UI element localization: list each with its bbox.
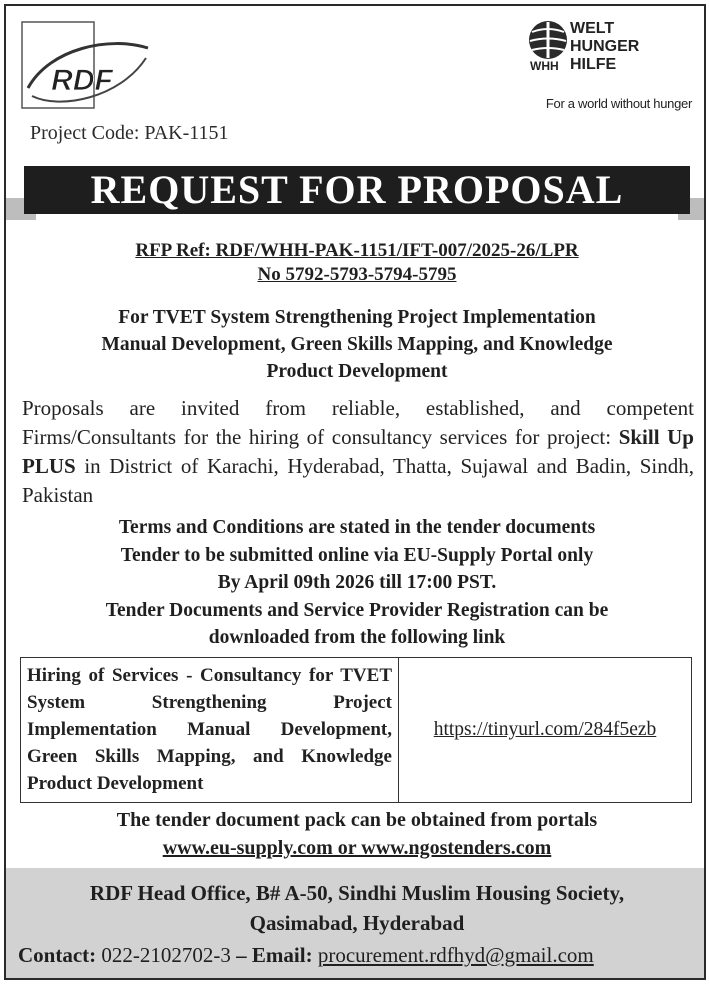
terms-line5: downloaded from the following link <box>208 627 506 648</box>
subject-line3: Product Development <box>266 361 448 382</box>
contact-label: Contact: <box>18 943 97 967</box>
rdf-logo-text: RDF <box>51 64 113 97</box>
rfp-ref-line1: RFP Ref: RDF/WHH-PAK-1151/IFT-007/2025-26/LPR <box>135 240 579 261</box>
contact-line <box>18 942 698 968</box>
terms-line4: Tender Documents and Service Provider Registration can be <box>105 599 609 621</box>
download-link-table <box>20 657 692 803</box>
rfp-subject <box>6 304 706 385</box>
service-description-cell: Hiring of Services - Consultancy for TVET System Strengthening Project Implementation Manual Development, Green Skills Mapping, and Knowledge Product Development <box>21 658 399 802</box>
globe-icon <box>529 21 567 59</box>
portals-block <box>6 806 706 862</box>
link-cell <box>399 658 691 802</box>
whh-line2: HUNGER <box>570 38 640 55</box>
intro-paragraph <box>22 394 694 510</box>
whh-line1: WELT <box>570 20 615 37</box>
address-line2: Qasimabad, Hyderabad <box>249 911 465 935</box>
subject-line1: For TVET System Strengthening Project Implementation <box>118 307 596 328</box>
whh-abbrev: WHH <box>530 59 559 73</box>
whh-line3: HILFE <box>570 56 617 73</box>
rfp-reference <box>6 239 706 287</box>
contact-separator: – <box>236 943 247 967</box>
rfp-ref-line2: No 5792-5793-5794-5795 <box>257 264 457 285</box>
portal-links[interactable]: www.eu-supply.com or www.ngostenders.com <box>162 837 552 859</box>
email-label: Email: <box>251 943 313 967</box>
terms-line3: By April 09th 2026 till 17:00 PST. <box>217 572 497 593</box>
terms-block <box>6 514 706 652</box>
office-address <box>6 878 706 938</box>
intro-text-2: in District of Karachi, Hyderabad, Thatta, Sujawal and Badin, Sindh, Pakistan <box>22 454 694 507</box>
contact-phone: 022-2102702-3 <box>101 943 231 967</box>
project-name: Skill Up PLUS <box>22 425 694 478</box>
project-code: Project Code: PAK-1151 <box>30 122 229 144</box>
terms-line2: Tender to be submitted online via EU-Supply Portal only <box>120 544 594 566</box>
page-title: REQUEST FOR PROPOSAL <box>24 166 690 214</box>
rfp-advertisement <box>4 4 706 980</box>
tender-download-link[interactable]: https://tinyurl.com/284f5ezb <box>433 719 657 740</box>
address-line1: RDF Head Office, B# A-50, Sindhi Muslim Housing Society, <box>89 881 625 905</box>
rdf-logo <box>20 18 150 118</box>
contact-email[interactable]: procurement.rdfhyd@gmail.com <box>317 943 594 967</box>
title-band <box>6 166 706 212</box>
subject-line2: Manual Development, Green Skills Mapping, and Knowledge <box>101 334 613 355</box>
intro-text-1: Proposals are invited from reliable, established, and competent Firms/Consultants for the hiring of consultancy services for project: <box>22 396 694 449</box>
whh-tagline: For a world without hunger <box>545 96 692 111</box>
portals-line1: The tender document pack can be obtained from portals <box>116 809 598 831</box>
terms-line1: Terms and Conditions are stated in the tender documents <box>118 517 596 538</box>
footer <box>6 868 706 980</box>
